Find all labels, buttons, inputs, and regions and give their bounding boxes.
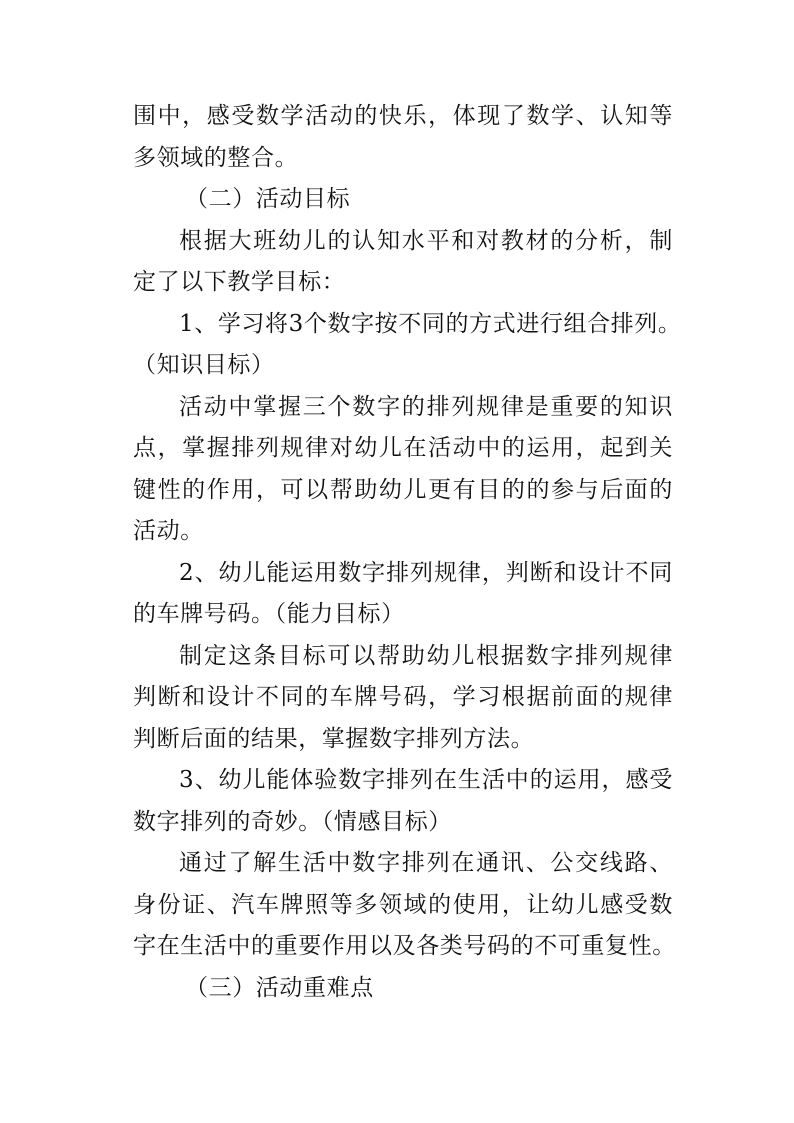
paragraph-line: 根据大班幼儿的认知水平和对教材的分析，制 [179,227,673,254]
paragraph-line: 身份证、汽车牌照等多领域的使用，让幼儿感受数 [133,891,673,918]
paragraph-line: 围中，感受数学活动的快乐，体现了数学、认知等 [133,103,673,129]
paragraph-line: 2、幼儿能运用数字排列规律，判断和设计不同 [179,559,673,586]
section-heading: （三）活动重难点 [185,974,374,1001]
paragraph-line: 判断后面的结果，掌握数字排列方法。 [133,725,535,752]
paragraph-line: 判断和设计不同的车牌号码，学习根据前面的规律 [133,684,673,710]
paragraph-line: 活动。 [133,518,204,544]
paragraph-line: 3、幼儿能体验数字排列在生活中的运用，感受 [179,767,673,793]
document-body [133,96,682,1009]
paragraph-line: 定了以下教学目标： [133,269,346,295]
paragraph-line: 通过了解生活中数字排列在通讯、公交线路、 [179,850,673,876]
paragraph-line: 多领域的整合。 [133,144,299,171]
paragraph-line: （知识目标） [133,352,275,378]
paragraph-line: 制定这条目标可以帮助幼儿根据数字排列规律 [179,642,673,669]
paragraph-line: 活动中掌握三个数字的排列规律是重要的知识 [179,393,673,420]
paragraph-line: 数字排列的奇妙。（情感目标） [133,808,452,835]
section-heading: （二）活动目标 [185,186,351,212]
paragraph-line: 键性的作用，可以帮助幼儿更有目的的参与后面的 [133,476,673,503]
paragraph-line: 的车牌号码。（能力目标） [133,601,405,627]
paragraph-line: 1、学习将3个数字按不同的方式进行组合排列。 [179,310,682,337]
paragraph-line: 点，掌握排列规律对幼儿在活动中的运用，起到关 [133,435,673,461]
paragraph-line: 字在生活中的重要作用以及各类号码的不可重复性。 [133,933,676,959]
